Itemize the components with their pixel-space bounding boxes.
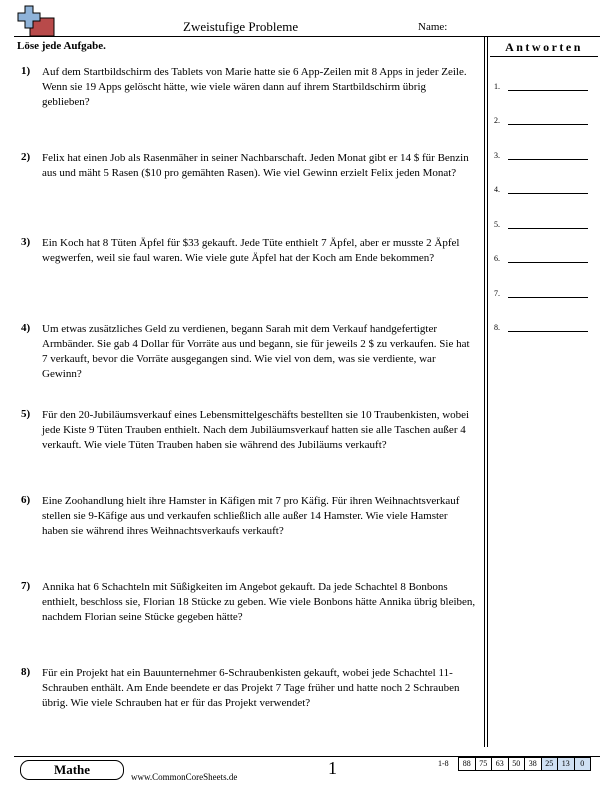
problem-number: 2) [21, 151, 31, 163]
answer-number: 2. [494, 116, 500, 125]
score-cell: 25 [542, 757, 559, 771]
answer-line[interactable] [508, 90, 588, 91]
problem-text: Eine Zoohandlung hielt ihre Hamster in Käfigen mit 7 pro Käfig. Für ihren Weihnachtsverkauf stellen sie 9-Käfige aus und verkaufen schließlich alle außer 14 Hamster. Wie viele Hamster haben sie während ihres Weihnachtsverkaufs verkauft? [42, 495, 460, 537]
problem-text: Für ein Projekt hat ein Bauunternehmer 6-Schraubenkisten gekauft, wobei jede Schachtel 11-Schrauben enthält. Am Ende beendete er das Projekt 7 Tage früher und hatte noch 2 Schrauben übrig. Wie viele Schrauben hat er für das Projekt verwendet? [42, 667, 460, 709]
problem-number: 1) [21, 65, 31, 77]
answer-number: 7. [494, 289, 500, 298]
page-title: Zweistufige Probleme [183, 19, 299, 34]
header-divider [14, 36, 600, 37]
answer-slot-7[interactable] [494, 289, 598, 303]
problem-number: 6) [21, 494, 31, 506]
score-cell: 38 [525, 757, 542, 771]
problem-text: Felix hat einen Job als Rasenmäher in seiner Nachbarschaft. Jeden Monat gibt er 14 $ für Benzin aus und mäht 5 Rasen ($10 pro gemähten Rasen). Wie viel Gewinn erzielt Felix jeden Monat? [42, 152, 469, 179]
score-table [458, 757, 591, 771]
problem-text: Für den 20-Jubiläumsverkauf eines Lebensmittelgeschäfts bestellten sie 10 Traubenkisten, wobei jede Kiste 9 Tüten Trauben enthielt. Nach dem Jubiläumsverkauf hatten sie alle Taschen außer 4 verkauft. Wie viele Tüten Trauben haben sie während des Jubiläums verkauft? [42, 409, 470, 451]
page-number: 1 [328, 758, 337, 778]
score-cell: 50 [509, 757, 526, 771]
answer-number: 8. [494, 323, 500, 332]
answer-number: 3. [494, 151, 500, 160]
score-cell: 13 [558, 757, 575, 771]
column-divider [484, 37, 485, 747]
answer-line[interactable] [508, 159, 588, 160]
score-cell: 88 [459, 757, 476, 771]
instructions: Löse jede Aufgabe. [17, 40, 106, 52]
answer-slot-2[interactable] [494, 116, 598, 130]
problem-text: Annika hat 6 Schachteln mit Süßigkeiten im Angebot gekauft. Da jede Schachtel 8 Bonbons enthielt, beschloss sie, Florian 18 Stücke zu geben. Wie viele Bonbons hätte Annika übrig bleiben, nachdem Florian seine Stücke gegeben hätte? [42, 581, 476, 623]
answers-title-underline [490, 56, 598, 57]
answer-number: 6. [494, 254, 500, 263]
answer-slot-6[interactable] [494, 254, 598, 268]
answer-line[interactable] [508, 297, 588, 298]
answer-slot-4[interactable] [494, 185, 598, 199]
score-range-label: 1-8 [438, 759, 449, 768]
answer-number: 5. [494, 220, 500, 229]
answers-title: Antworten [505, 40, 583, 54]
answer-number: 1. [494, 82, 500, 91]
answer-line[interactable] [508, 193, 588, 194]
answer-number: 4. [494, 185, 500, 194]
answer-slot-5[interactable] [494, 220, 598, 234]
column-divider [487, 37, 488, 747]
name-label: Name: [418, 21, 448, 33]
answer-slot-3[interactable] [494, 151, 598, 165]
score-cell: 0 [575, 757, 592, 771]
answer-line[interactable] [508, 262, 588, 263]
answer-line[interactable] [508, 331, 588, 332]
answer-line[interactable] [508, 228, 588, 229]
problem-number: 5) [21, 408, 31, 420]
score-cell: 63 [492, 757, 509, 771]
answer-slot-1[interactable] [494, 82, 598, 96]
problem-number: 8) [21, 666, 31, 678]
problem-number: 3) [21, 236, 31, 248]
site-url: www.CommonCoreSheets.de [131, 772, 238, 782]
answer-slot-8[interactable] [494, 323, 598, 337]
problem-text: Um etwas zusätzliches Geld zu verdienen, begann Sarah mit dem Verkauf handgefertigter Armbänder. Sie gab 4 Dollar für Vorräte aus und begann, sie für jeweils 2 $ zu verkaufen. Sie hat 7 verkauft, bevor die Vorräte ausgegangen sind. Wie viel von dem, was sie verdiente, war Gewinn? [42, 323, 470, 380]
problem-text: Auf dem Startbildschirm des Tablets von Marie hatte sie 6 App-Zeilen mit 8 Apps in jeder Zeile. Wenn sie 19 Apps gelöscht hätte, wie viele wären dann auf ihrem Startbildschirm übrig geblieben? [42, 66, 467, 108]
subject-badge: Mathe [20, 760, 124, 780]
score-cell: 75 [476, 757, 493, 771]
problem-number: 4) [21, 322, 31, 334]
problem-text: Ein Koch hat 8 Tüten Äpfel für $33 gekauft. Jede Tüte enthielt 7 Äpfel, aber er musste 2 Äpfel wegwerfen, weil sie faul waren. Wie viele gute Äpfel hat der Koch am Ende bekommen? [42, 237, 460, 264]
logo-icon [17, 4, 55, 38]
answer-line[interactable] [508, 124, 588, 125]
problem-number: 7) [21, 580, 31, 592]
